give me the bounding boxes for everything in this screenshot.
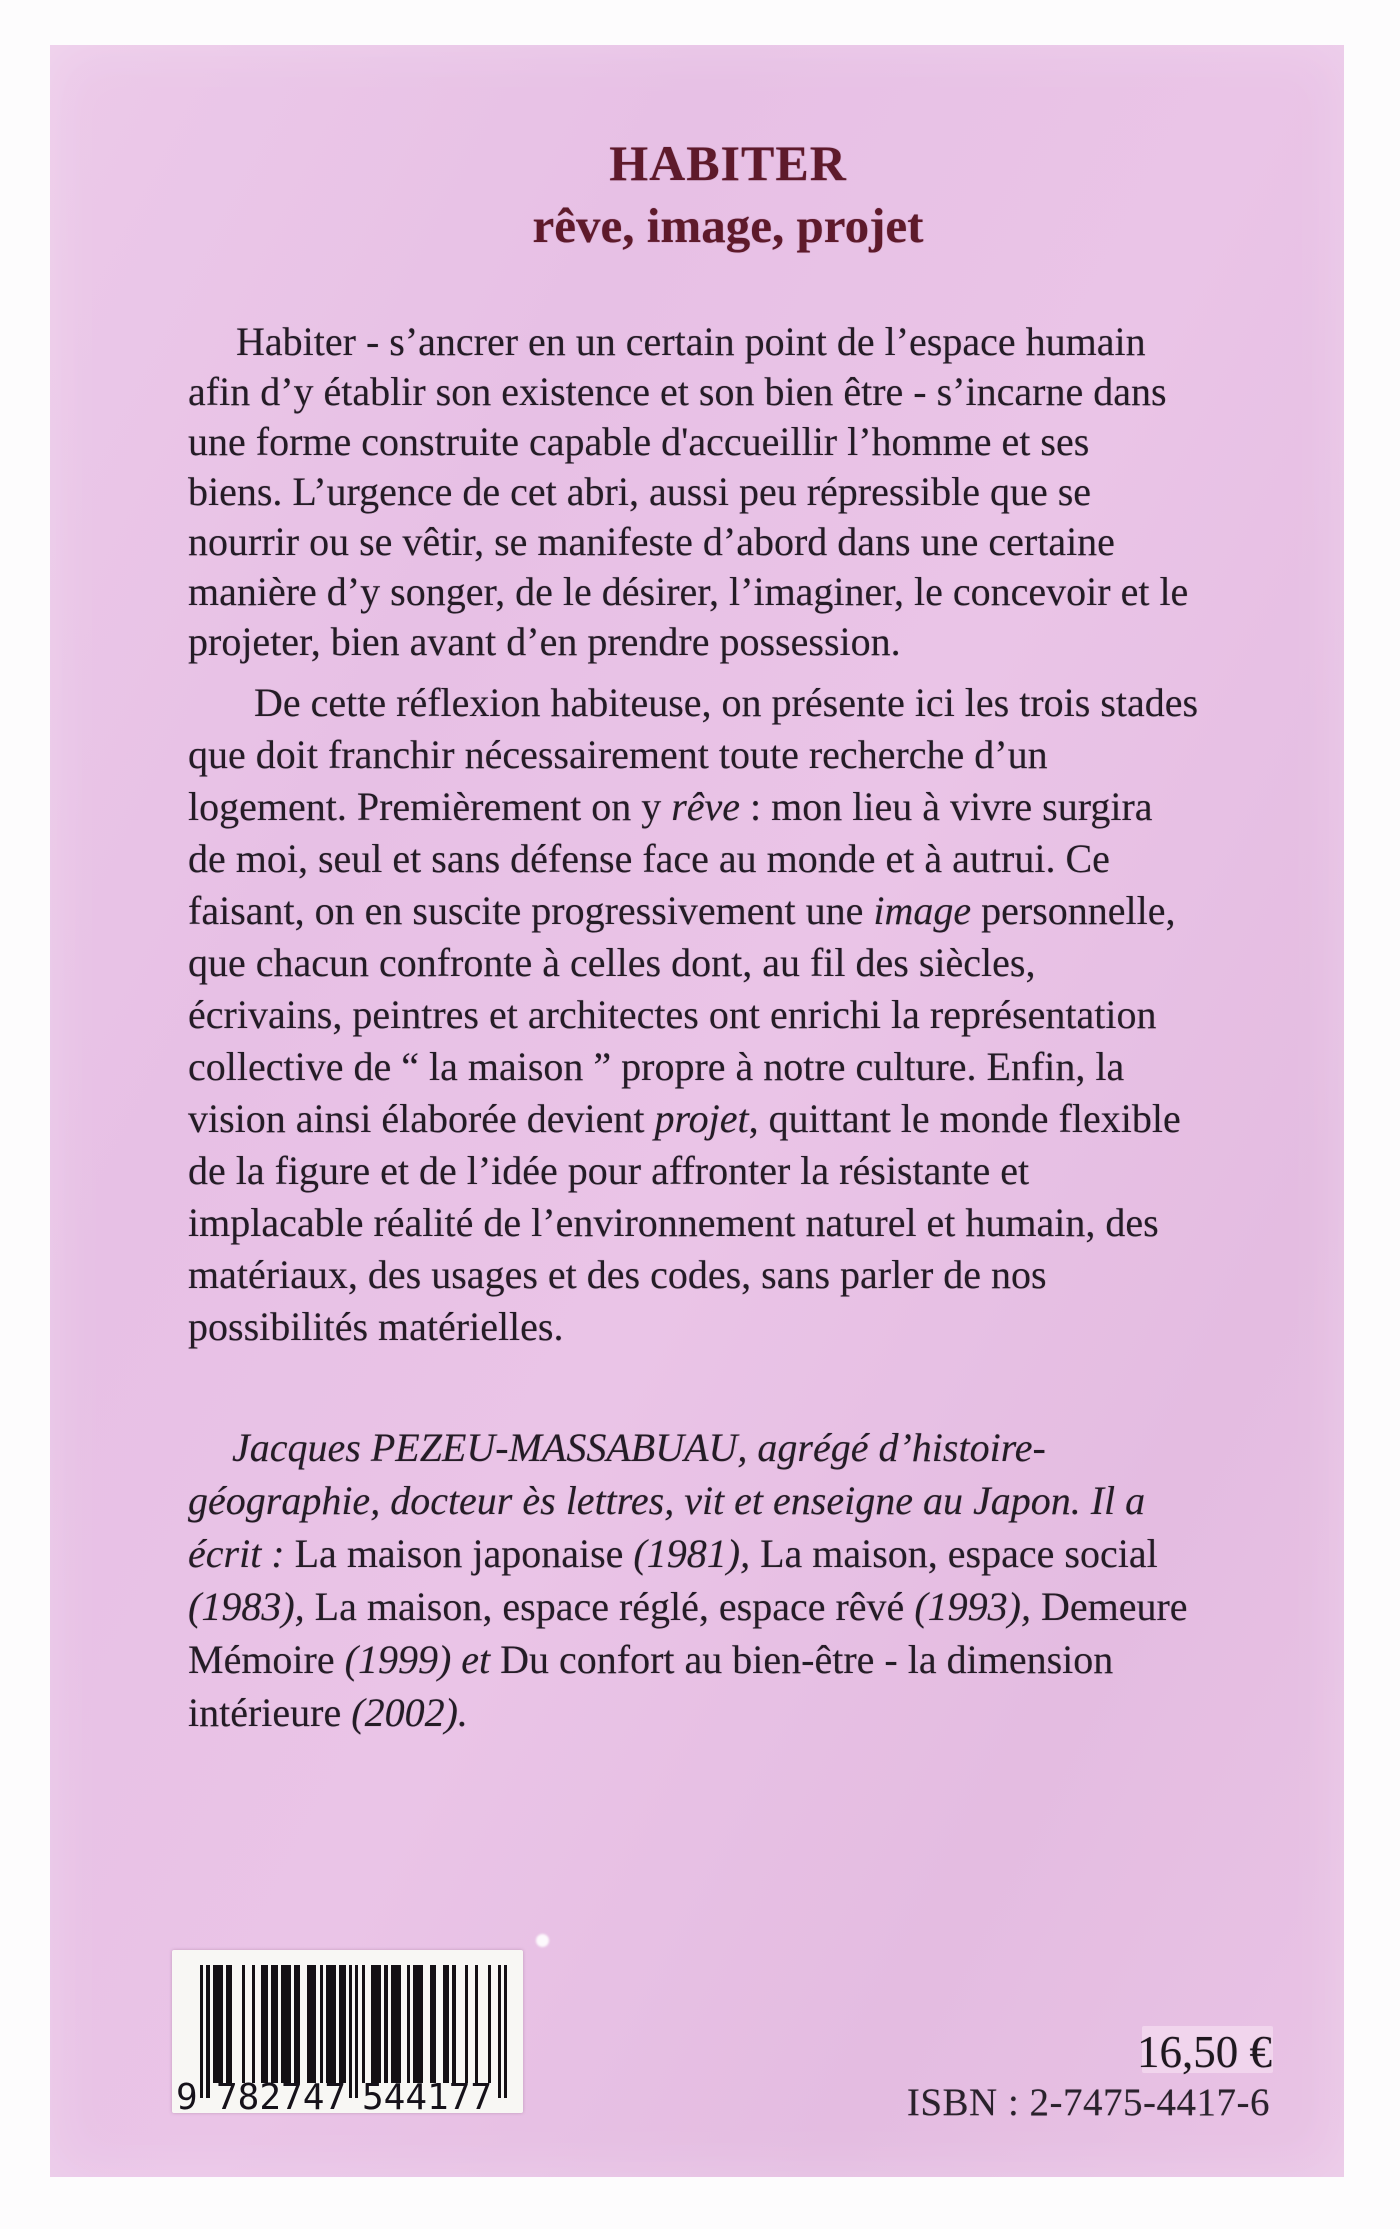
synopsis-paragraph-2	[188, 677, 1268, 1353]
text-line: géographie, docteur ès lettres, vit et enseigne au Japon. Il a	[188, 1478, 1146, 1523]
text-line: De cette réflexion habiteuse, on présente ici les trois stades	[254, 680, 1199, 725]
barcode-digits-right: 544177	[362, 2077, 493, 2118]
text-line: matériaux, des usages et des codes, sans parler de nos	[188, 1252, 1047, 1297]
text-line: vision ainsi élaborée devient projet, quittant le monde flexible	[188, 1096, 1181, 1141]
text-line: collective de “ la maison ” propre à notre culture. Enfin, la	[188, 1044, 1125, 1089]
text-line: de moi, seul et sans défense face au monde et à autrui. Ce	[188, 836, 1110, 881]
text-line: de la figure et de l’idée pour affronter la résistante et	[188, 1148, 1030, 1193]
book-subtitle: rêve, image, projet	[532, 198, 924, 253]
text-line: faisant, on en suscite progressivement une image personnelle,	[188, 888, 1176, 933]
barcode-digits-left: 782747	[216, 2077, 347, 2118]
text-line: manière d’y songer, de le désirer, l’imaginer, le concevoir et le	[188, 569, 1189, 614]
book-back-cover	[50, 45, 1344, 2177]
text-line: que chacun confronte à celles dont, au fil des siècles,	[188, 940, 1036, 985]
text-line: Jacques PEZEU-MASSABUAU, agrégé d’histoire-	[232, 1425, 1046, 1470]
text-line: (1983), La maison, espace réglé, espace rêvé (1993), Demeure	[188, 1584, 1188, 1629]
barcode	[172, 1950, 523, 2118]
book-title: HABITER	[609, 135, 847, 191]
synopsis-paragraph-1	[188, 317, 1268, 667]
text-line: possibilités matérielles.	[188, 1304, 564, 1349]
text-line: intérieure (2002).	[188, 1690, 468, 1735]
title-block	[188, 131, 1268, 253]
barcode-digit-first: 9	[176, 2077, 198, 2118]
scan-speck	[536, 1934, 549, 1947]
text-line: afin d’y établir son existence et son bien être - s’incarne dans	[188, 369, 1167, 414]
text-line: une forme construite capable d'accueillir l’homme et ses	[188, 419, 1090, 464]
text-line: Habiter - s’ancrer en un certain point de l’espace humain	[236, 319, 1146, 364]
text-line: que doit franchir nécessairement toute recherche d’un	[188, 732, 1048, 777]
text-line: implacable réalité de l’environnement naturel et humain, des	[188, 1200, 1159, 1245]
price-label: 16,50 €	[1137, 2027, 1272, 2077]
text-line: logement. Premièrement on y rêve : mon lieu à vivre surgira	[188, 784, 1153, 829]
barcode-module	[504, 1965, 507, 2098]
text-line: projeter, bien avant d’en prendre possession.	[188, 619, 901, 664]
text-line: Mémoire (1999) et Du confort au bien-être - la dimension	[188, 1637, 1114, 1682]
author-bio	[188, 1421, 1268, 1739]
text-line: écrit : La maison japonaise (1981), La maison, espace social	[188, 1531, 1158, 1576]
isbn-label: ISBN : 2-7475-4417-6	[906, 2081, 1270, 2124]
text-line: écrivains, peintres et architectes ont enrichi la représentation	[188, 992, 1157, 1037]
text-line: nourrir ou se vêtir, se manifeste d’abord dans une certaine	[188, 519, 1115, 564]
text-line: biens. L’urgence de cet abri, aussi peu répressible que se	[188, 469, 1092, 514]
